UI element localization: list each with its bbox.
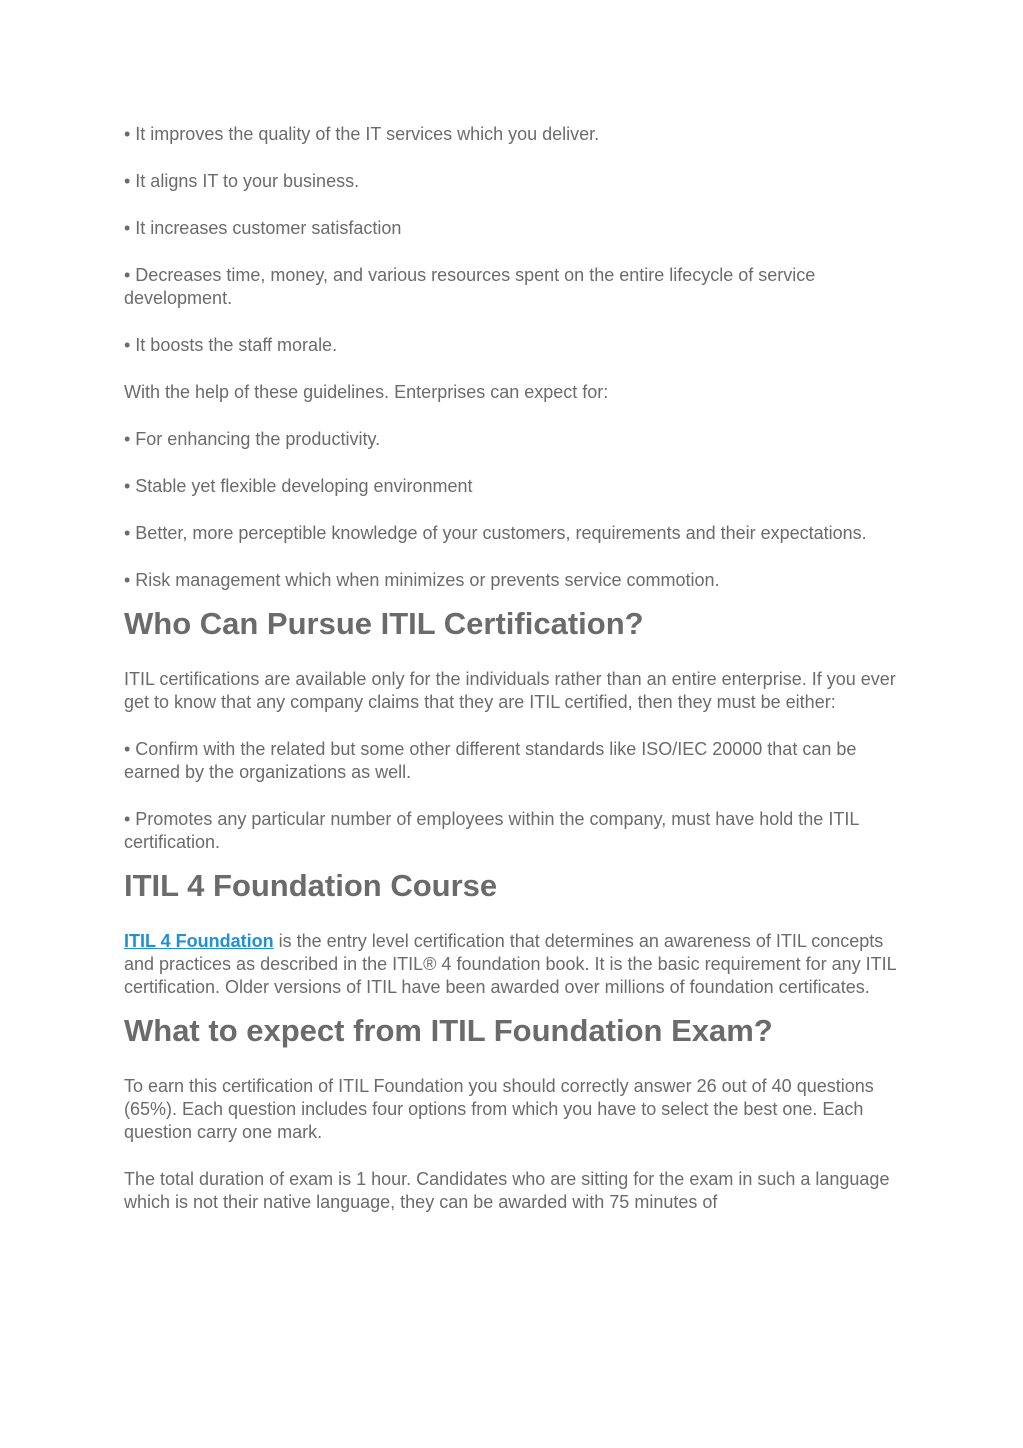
benefit-item: • It improves the quality of the IT services which you deliver. [124, 124, 600, 144]
foundation-paragraph [124, 930, 904, 999]
expectation-item: • Better, more perceptible knowledge of your customers, requirements and their expectations. [124, 523, 867, 543]
heading-exam-expectations: What to expect from ITIL Foundation Exam? [124, 1013, 773, 1048]
document-page [124, 123, 904, 1214]
benefit-item: • Decreases time, money, and various resources spent on the entire lifecycle of service development. [124, 265, 816, 308]
who-bullet: • Confirm with the related but some other different standards like ISO/IEC 20000 that can be earned by the organizations as well. [124, 739, 857, 782]
heading-who-can-pursue: Who Can Pursue ITIL Certification? [124, 606, 644, 641]
benefit-item: • It aligns IT to your business. [124, 171, 360, 191]
exam-paragraph-1: To earn this certification of ITIL Foundation you should correctly answer 26 out of 40 questions (65%). Each question includes four options from which you have to select the best one. Each question carry one mark. [124, 1076, 874, 1142]
guidelines-intro: With the help of these guidelines. Enterprises can expect for: [124, 382, 609, 402]
who-bullet: • Promotes any particular number of employees within the company, must have hold the ITIL certification. [124, 809, 859, 852]
foundation-body: is the entry level certification that determines an awareness of ITIL concepts and practices as described in the ITIL® 4 foundation book. It is the basic requirement for any ITIL certification. Older versions of ITIL have been awarded over millions of foundation certificates. [124, 931, 897, 997]
expectation-item: • Risk management which when minimizes or prevents service commotion. [124, 570, 720, 590]
heading-foundation-course: ITIL 4 Foundation Course [124, 868, 498, 903]
benefit-item: • It boosts the staff morale. [124, 335, 338, 355]
exam-paragraph-2: The total duration of exam is 1 hour. Candidates who are sitting for the exam in such a language which is not their native language, they can be awarded with 75 minutes of [124, 1169, 890, 1212]
itil-4-foundation-link[interactable]: ITIL 4 Foundation [124, 931, 274, 951]
expectation-item: • For enhancing the productivity. [124, 429, 381, 449]
benefit-item: • It increases customer satisfaction [124, 218, 402, 238]
expectation-item: • Stable yet flexible developing environment [124, 476, 473, 496]
who-intro: ITIL certifications are available only for the individuals rather than an entire enterprise. If you ever get to know that any company claims that they are ITIL certified, then they must be either: [124, 669, 896, 712]
